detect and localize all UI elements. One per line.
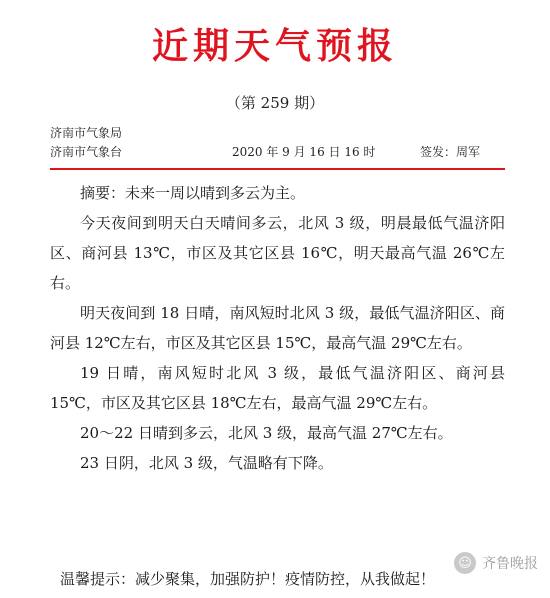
- header-divider: [50, 168, 505, 170]
- issue-number: （第 259 期）: [225, 94, 325, 112]
- forecast-paragraph: 20～22 日晴到多云，北风 3 级，最高气温 27℃左右。: [80, 424, 453, 442]
- forecast-summary: 摘要：未来一周以晴到多云为主。: [80, 184, 306, 202]
- issuing-org-observatory: 济南市气象台: [50, 145, 123, 159]
- forecast-paragraph: 明天夜间到 18 日晴，南风短时北风 3 级，最低气温济阳区、商河县 12℃左右，市区及其它区县 15℃，最高气温 29℃左右。: [50, 304, 505, 352]
- issuing-org-bureau: 济南市气象局: [50, 126, 123, 140]
- reminder-tip: 温馨提示：减少聚集，加强防护！疫情防控，从我做起！: [60, 570, 436, 588]
- forecast-paragraph: 23 日阴，北风 3 级，气温略有下降。: [80, 454, 333, 472]
- source-watermark: [454, 551, 538, 575]
- signer: 签发：周军: [420, 145, 481, 159]
- forecast-body: [50, 178, 505, 478]
- forecast-paragraph: 今天夜间到明天白天晴间多云，北风 3 级，明晨最低气温济阳区、商河县 13℃，市区及其它区县 16℃，明天最高气温 26℃左右。: [50, 214, 505, 292]
- watermark-text: 齐鲁晚报: [482, 556, 538, 572]
- wechat-icon: ☺: [454, 552, 476, 574]
- forecast-paragraph: 19 日晴，南风短时北风 3 级，最低气温济阳区、商河县 15℃，市区及其它区县 18℃左右，最高气温 29℃左右。: [50, 364, 505, 412]
- issue-date: 2020 年 9 月 16 日 16 时: [232, 145, 376, 159]
- document-title: 近期天气预报: [151, 26, 398, 67]
